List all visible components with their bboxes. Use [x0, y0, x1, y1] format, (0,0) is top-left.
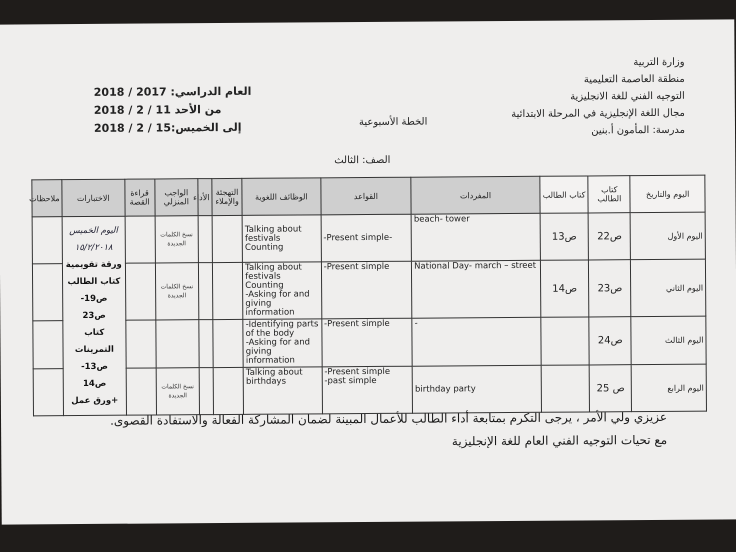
functions-cell: Talking about birthdays: [243, 367, 322, 415]
homework-cell: نسخ الكلمات الجديدة: [155, 216, 199, 263]
from-date: من الأحد 11 / 2 / 2018: [93, 103, 222, 117]
homework-cell: [156, 320, 200, 368]
to-date: إلى الخميس:15 / 2 / 2018: [93, 120, 242, 135]
workbook-page: [541, 317, 590, 365]
table-row: [32, 212, 705, 264]
col-workbook: كتاب الطالب: [540, 176, 589, 213]
homework-cell: نسخ الكلمات الجديدة: [155, 263, 199, 320]
weekly-plan-table: [31, 175, 707, 417]
day-label: اليوم الأول: [631, 212, 706, 260]
day-label: اليوم الرابع: [632, 364, 707, 412]
ministry-label: وزارة التربية: [633, 56, 685, 69]
col-functions: الوظائف اللغوية: [242, 178, 321, 216]
col-grammar: القواعد: [320, 177, 411, 215]
day-label: اليوم الثاني: [631, 259, 706, 317]
col-exams: الاختبارات: [62, 179, 125, 216]
closing-greeting: مع تحيات التوجيه الفني العام للغة الإنجليزية: [451, 432, 668, 449]
functions-cell: Talking about festivals Counting -Asking for and giving information: [243, 262, 322, 320]
parent-note: عزيزي ولي الأمر ، يرجى التكرم بمتابعة أداء الطالب للأعمال المبينة لضمان المشاركة الفعالة والاستفادة القصوى.: [110, 409, 668, 428]
table-header-row: [32, 175, 705, 217]
col-performance: الأداء: [198, 179, 212, 216]
col-story: قراءة القصة: [124, 179, 154, 216]
workbook-page: ص13: [540, 213, 589, 260]
vocab-cell: -: [412, 317, 541, 366]
exams-cell: اليوم الخميس ١٥/٢/٢٠١٨ ورقة تقويمية كتاب الطالب ص19- ص23 كتاب التمرينات ص13- ص14 +ورق عمل: [62, 216, 126, 415]
table-row: [32, 259, 705, 321]
vocab-cell: birthday party: [412, 365, 541, 413]
col-day: اليوم والتاريخ: [630, 175, 705, 213]
functions-cell: -Identifying parts of the body -Asking for and giving information: [243, 319, 322, 368]
studentbook-page: ص23: [589, 260, 632, 317]
table-row: [33, 316, 706, 369]
committee-label: مجال اللغة الإنجليزية في المرحلة الابتدائية: [511, 107, 685, 120]
supervision-label: التوجيه الفني للغة الانجليزية: [570, 90, 685, 103]
grammar-cell: -Present simple-: [321, 214, 412, 262]
functions-cell: Talking about festivals Counting: [242, 215, 321, 263]
handwritten-exam-date: اليوم الخميس ١٥/٢/٢٠١٨: [69, 225, 118, 253]
document-page: [0, 19, 736, 524]
col-spelling: التهجئة والإملاء: [212, 178, 242, 215]
studentbook-page: ص 25: [589, 365, 632, 412]
school-label: مدرسة: المأمون أ.بنين: [591, 124, 686, 137]
school-year: العام الدراسي: 2017 / 2018: [93, 84, 252, 99]
col-homework: الواجب المنزلي: [155, 179, 199, 216]
grade-label: الصف: الثالث: [334, 154, 391, 167]
workbook-page: ص14: [540, 260, 589, 317]
vocab-cell: National Day- march – street: [412, 260, 541, 318]
studentbook-page: ص22: [588, 213, 631, 260]
table-row: [33, 364, 706, 416]
workbook-page: [541, 365, 590, 412]
col-notes: ملاحظات: [32, 180, 62, 217]
grammar-cell: -Present simple -past simple: [322, 366, 413, 414]
vocab-cell: beach- tower: [411, 213, 540, 261]
studentbook-page: ص24: [589, 317, 632, 365]
homework-cell: نسخ الكلمات الجديدة: [156, 368, 200, 415]
grammar-cell: -Present simple: [321, 261, 412, 319]
col-vocab: المفردات: [411, 176, 540, 214]
col-studentbook: كتاب الطالب: [588, 176, 631, 213]
region-label: منطقة العاصمة التعليمية: [583, 73, 685, 86]
grammar-cell: -Present simple: [321, 318, 412, 367]
day-label: اليوم الثالث: [631, 316, 706, 365]
plan-title: الخطة الأسبوعية: [358, 116, 428, 129]
